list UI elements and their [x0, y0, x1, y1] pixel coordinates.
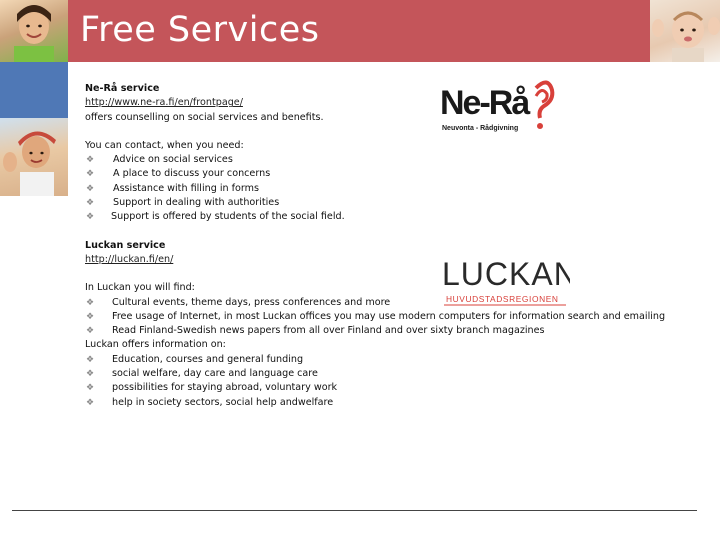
diamond-bullet-icon: ❖ [86, 169, 95, 180]
diamond-bullet-icon: ❖ [86, 354, 95, 365]
diamond-bullet-icon: ❖ [86, 326, 95, 337]
luckan-logo [440, 243, 570, 307]
luckan-find-list [85, 296, 685, 339]
luckan-logo-name: LUCKAN [442, 256, 570, 292]
luckan-link[interactable]: http://luckan.fi/en/ [85, 253, 174, 265]
nera-description: offers counselling on social services and benefits. [85, 111, 324, 123]
list-item: ❖ possibilities for staying abroad, voluntary work [85, 381, 685, 395]
nera-logo-name: Ne-Rå [440, 84, 529, 122]
luckan-info-intro: Luckan offers information on: [85, 339, 226, 351]
luckan-info-list [85, 353, 685, 410]
diamond-bullet-icon: ❖ [86, 383, 95, 394]
blue-accent-block [0, 62, 68, 118]
diamond-bullet-icon: ❖ [86, 212, 95, 223]
nera-logo-tagline: Neuvonta - Rådgivning [442, 125, 519, 132]
list-item: ❖ Advice on social services [85, 153, 685, 167]
diamond-bullet-icon: ❖ [86, 183, 95, 194]
list-item: ❖ Cultural events, theme days, press conferences and more [85, 296, 685, 310]
page-title: Free Services [80, 10, 320, 50]
diamond-bullet-icon: ❖ [86, 198, 95, 209]
list-item: ❖ Education, courses and general funding [85, 353, 685, 367]
list-item: ❖ help in society sectors, social help andwelfare [85, 396, 685, 410]
list-item: ❖ Read Finland-Swedish news papers from all over Finland and over sixty branch magazines [85, 324, 685, 338]
nera-contact-intro: You can contact, when you need: [85, 139, 244, 151]
list-item: ❖ Support in dealing with authorities [85, 196, 685, 210]
diamond-bullet-icon: ❖ [86, 397, 95, 408]
diamond-bullet-icon: ❖ [86, 155, 95, 166]
list-item: ❖ A place to discuss your concerns [85, 167, 685, 181]
luckan-find-intro: In Luckan you will find: [85, 282, 195, 294]
title-bar [68, 0, 650, 62]
footer-divider [12, 510, 697, 511]
nera-heading: Ne-Rå service [85, 83, 160, 94]
nera-link[interactable]: http://www.ne-ra.fi/en/frontpage/ [85, 97, 243, 109]
child-photo-top-left [0, 0, 68, 62]
luckan-heading: Luckan service [85, 239, 166, 251]
main-content [85, 82, 685, 410]
list-item: ❖ Support is offered by students of the social field. [85, 210, 685, 224]
diamond-bullet-icon: ❖ [86, 369, 95, 380]
nera-logo [440, 74, 560, 136]
child-photo-bottom-left [0, 118, 68, 196]
diamond-bullet-icon: ❖ [86, 311, 95, 322]
list-item: ❖ Assistance with filling in forms [85, 182, 685, 196]
nera-list [85, 153, 685, 224]
list-item: ❖ Free usage of Internet, in most Luckan offices you may use modern computers for information search and emailing [85, 310, 685, 324]
child-photo-top-right [650, 0, 720, 62]
luckan-logo-tagline: HUVUDSTADSREGIONEN [446, 294, 559, 304]
list-item: ❖ social welfare, day care and language care [85, 367, 685, 381]
diamond-bullet-icon: ❖ [86, 297, 95, 308]
